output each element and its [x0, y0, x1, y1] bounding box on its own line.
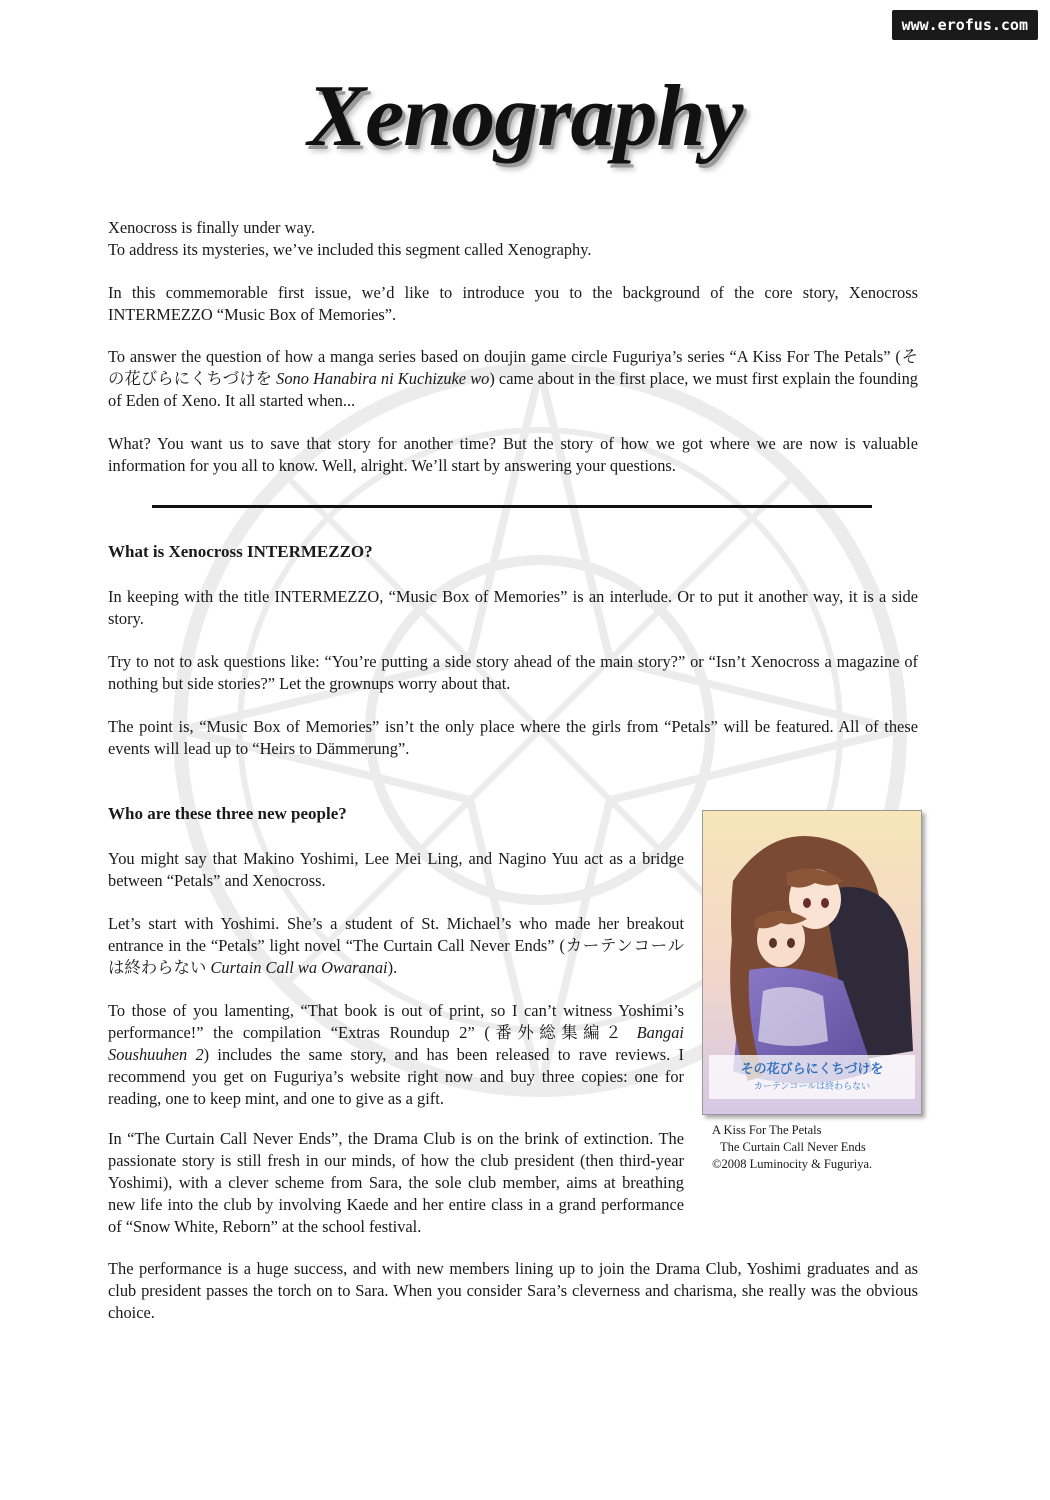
cover-art-image — [702, 810, 922, 1115]
page-title: Xenography — [307, 68, 743, 165]
section2-p3-text-end: ) includes the same story, and has been released to rave reviews. I recommend you get on Fuguriya’s website right now and buy three copies: one for reading, one to keep mint, and one to give as a gift. — [108, 1045, 684, 1108]
section2-p2-text: Let’s start with Yoshimi. She’s a student of St. Michael’s who made her breakout entrance in the “Petals” light novel “The Curtain Call Never Ends” (カーテンコールは終わらない — [108, 914, 684, 977]
section2-p3-romaji: Bangai Soushuuhen 2 — [108, 1023, 684, 1064]
intro-paragraph-4: What? You want us to save that story for another time? But the story of how we got where we are now is valuable information for you all to know. Well, alright. We’ll start by answering your questions. — [108, 434, 918, 475]
section1-heading: What is Xenocross INTERMEZZO? — [108, 542, 373, 561]
intro-paragraph-3 — [108, 346, 918, 412]
cover-subtitle-text: カーテンコールは終わらない — [753, 1082, 871, 1092]
section2-paragraph-4: In “The Curtain Call Never Ends”, the Drama Club is on the brink of extinction. The passionate story is still fresh in our minds, of how the club president (then third-year Yoshimi), with a clever scheme from Sara, the sole club member, aims at breathing new life into the club by involving Kaede and her entire class in a grand performance of “Snow White, Reborn” at the school festival. — [108, 1129, 684, 1236]
section2-p2-text-end: ). — [387, 958, 398, 977]
section2-paragraph-2 — [108, 913, 684, 979]
section1-paragraph-2: Try to not to ask questions like: “You’re putting a side story ahead of the main story?” or “Isn’t Xenocross a magazine of nothing but side stories?” Let the grownups worry about that. — [108, 652, 918, 693]
cover-illustration — [703, 811, 921, 1114]
site-watermark: www.erofus.com — [892, 10, 1038, 40]
cover-caption — [712, 1122, 932, 1173]
section1-paragraph-3: The point is, “Music Box of Memories” isn’t the only place where the girls from “Petals” will be featured. All of these events will lead up to “Heirs to Dämmerung”. — [108, 717, 918, 758]
section2-p3-text: To those of you lamenting, “That book is out of print, so I can’t witness Yoshimi’s performance!” the compilation “Extras Roundup 2” (番外総集編２ — [108, 1001, 684, 1042]
intro-paragraph-2: In this commemorable first issue, we’d like to introduce you to the background of the core story, Xenocross INTERMEZZO “Music Box of Memories”. — [108, 283, 918, 324]
section1-paragraph-1: In keeping with the title INTERMEZZO, “Music Box of Memories” is an interlude. Or to put it another way, it is a side story. — [108, 587, 918, 628]
intro-p3-text: To answer the question of how a manga series based on doujin game circle Fuguriya’s series “A Kiss For The Petals” (その花びらにくちづけを — [108, 347, 918, 388]
section2-paragraph-1: You might say that Makino Yoshimi, Lee Mei Ling, and Nagino Yuu act as a bridge between “Petals” and Xenocross. — [108, 849, 684, 890]
caption-line-2: The Curtain Call Never Ends — [720, 1140, 866, 1154]
intro-line-2: To address its mysteries, we’ve included this segment called Xenography. — [108, 240, 592, 259]
caption-line-3: ©2008 Luminocity & Fuguriya. — [712, 1157, 873, 1171]
section2-p2-romaji: Curtain Call wa Owaranai — [210, 958, 388, 977]
intro-line-1: Xenocross is finally under way. — [108, 218, 315, 237]
intro-p3-romaji: Sono Hanabira ni Kuchizuke wo — [276, 369, 490, 388]
section2-paragraph-3 — [108, 1000, 684, 1110]
caption-line-1: A Kiss For The Petals — [712, 1123, 822, 1137]
section-divider — [152, 505, 872, 508]
intro-p3-text-end: ) came about in the first place, we must first explain the founding of Eden of Xeno. It all started when... — [108, 369, 918, 410]
cover-logo-text: その花びらにくちづけを — [740, 1062, 884, 1077]
section2-paragraph-5: The performance is a huge success, and with new members lining up to join the Drama Club, Yoshimi graduates and as club president passes the torch on to Sara. When you consider Sara’s cleverness and charisma, she really was the obvious choice. — [108, 1259, 918, 1322]
intro-paragraph-1 — [108, 217, 918, 261]
section2-heading: Who are these three new people? — [108, 804, 347, 823]
